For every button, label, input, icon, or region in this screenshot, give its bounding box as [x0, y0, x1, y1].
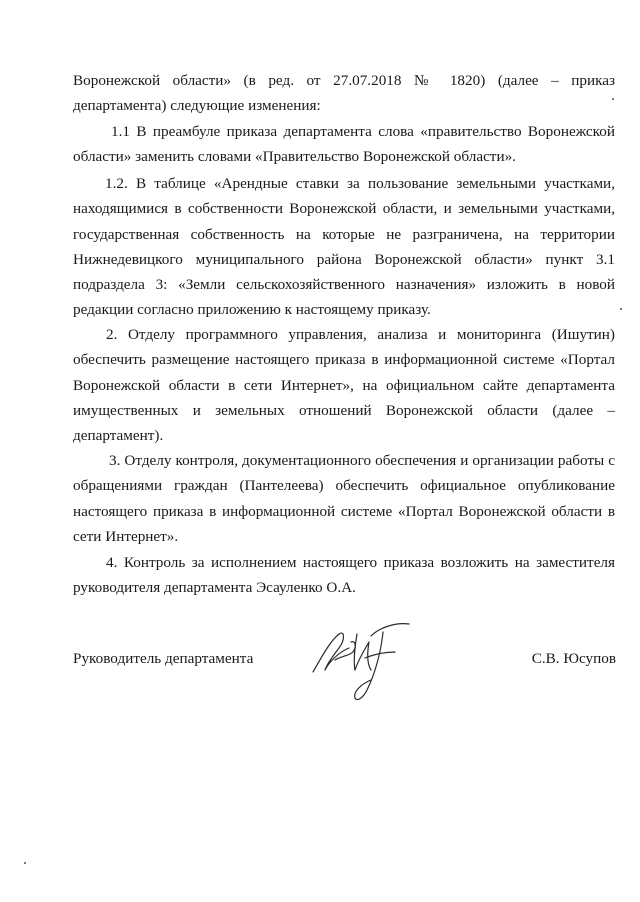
paragraph-4: 4. Контроль за исполнением настоящего приказа возложить на заместителя руководителя департамента Эсауленко О.А.: [73, 554, 615, 597]
paragraph-3: 3. Отделу контроля, документационного обеспечения и организации работы с обращениями граждан (Пантелеева) обеспечить официальное опубликование настоящего приказа в информационной системе «Портал Воронежской области в сети Интернет».: [73, 452, 615, 545]
handwritten-signature: [305, 612, 415, 708]
signatory-title: Руководитель департамента: [73, 650, 254, 667]
scan-speck: [620, 308, 622, 310]
scan-speck: [24, 862, 26, 864]
paragraph-1-1: 1.1 В преамбуле приказа департамента слова «правительство Воронежской области» заменить словами «Правительство Воронежской области».: [73, 123, 615, 166]
paragraph-intro: Воронежской области» (в ред. от 27.07.2018 № 1820) (далее – приказ департамента) следующие изменения:: [73, 72, 615, 115]
signatory-name: С.В. Юсупов: [531, 650, 616, 667]
scan-speck: [612, 98, 614, 100]
paragraph-1-2: 1.2. В таблице «Арендные ставки за пользование земельными участками, находящимися в собственности Воронежской области, и земельными участками, государственная собственность на которые не разграничена, на территории Нижнедевицкого муниципального района Воронежской области» пункт 3.1 подраздела 3: «Земли сельскохозяйственного назначения» изложить в новой редакции согласно приложению к настоящему приказу.: [73, 175, 615, 319]
paragraph-2: 2. Отделу программного управления, анализа и мониторинга (Ишутин) обеспечить размещение настоящего приказа в информационной системе «Портал Воронежской области в сети Интернет», на официальном сайте департамента имущественных и земельных отношений Воронежской области (далее – департамент).: [73, 326, 615, 445]
